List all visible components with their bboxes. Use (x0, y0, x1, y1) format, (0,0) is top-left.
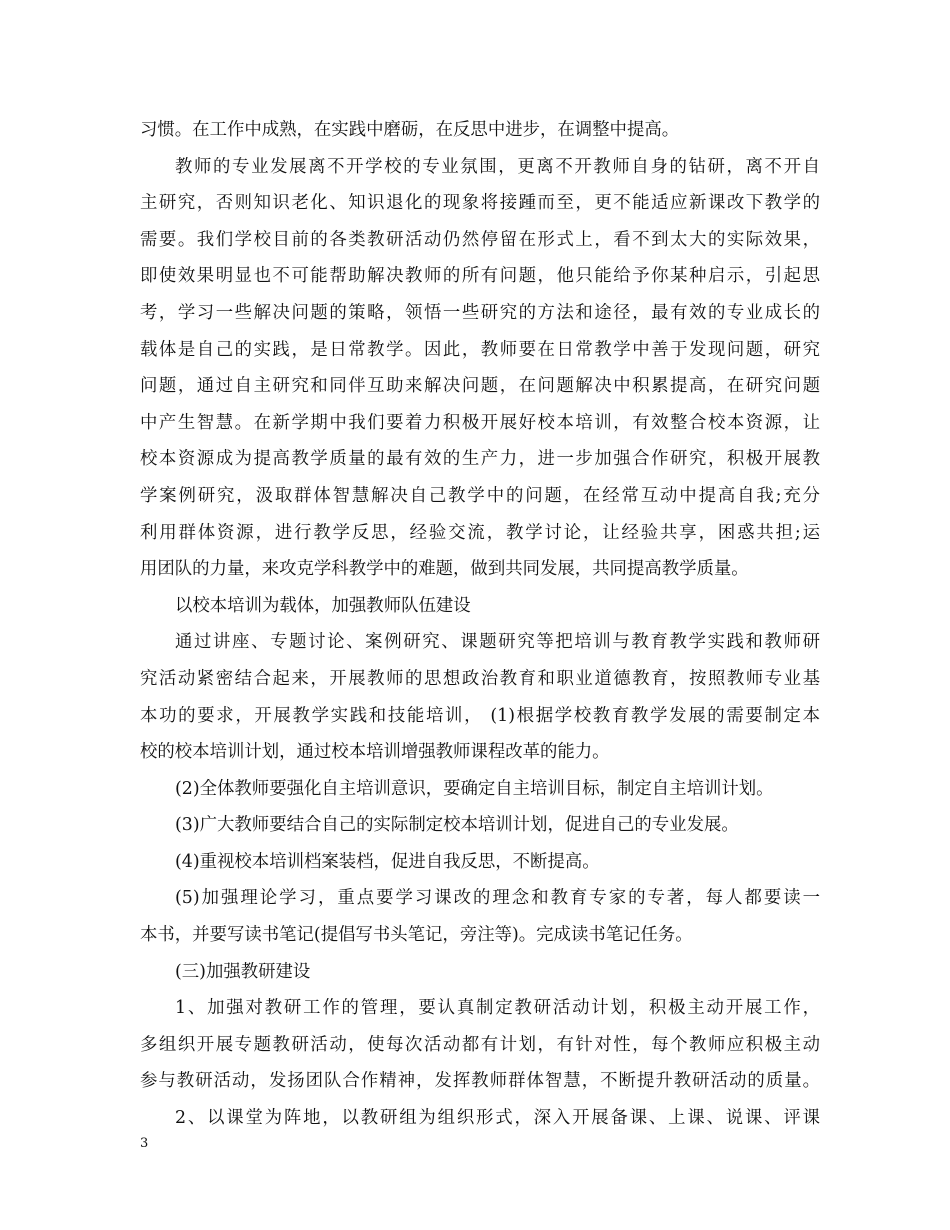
text-line: 究活动紧密结合起来，开展教师的思想政治教育和职业道德教育，按照教师专业基 (140, 668, 820, 689)
text-line: 即使效果明显也不可能帮助解决教师的所有问题，他只能给予你某种启示，引起思 (140, 266, 820, 287)
text-line: 本书，并要写读书笔记(提倡写书头笔记，旁注等)。完成读书笔记任务。 (140, 925, 693, 946)
text-line: 用团队的力量，来攻克学科教学中的难题，做到共同发展，共同提高教学质量。 (140, 559, 749, 580)
text-line: 问题，通过自主研究和同伴互助来解决问题，在问题解决中积累提高，在研究问题 (140, 376, 820, 397)
text-line: 本功的要求，开展教学实践和技能培训， (1)根据学校教育教学发展的需要制定本 (140, 705, 820, 726)
text-line: 参与教研活动，发扬团队合作精神，发挥教师群体智慧，不断提升教研活动的质量。 (140, 1071, 820, 1092)
text-line: 校本资源成为提高教学质量的最有效的生产力，进一步加强合作研究，积极开展教 (140, 449, 820, 470)
text-line: 考，学习一些解决问题的策略，领悟一些研究的方法和途径，最有效的专业成长的 (140, 302, 820, 323)
body-text (140, 112, 820, 1137)
text-line: 利用群体资源，进行教学反思，经验交流，教学讨论，让经验共享，困惑共担;运 (140, 522, 820, 543)
text-line: 校的校本培训计划，通过校本培训增强教师课程改革的能力。 (140, 742, 610, 763)
text-line: (4)重视校本培训档案装档，促进自我反思，不断提高。 (175, 851, 600, 872)
text-line: (3)广大教师要结合自己的实际制定校本培训计划，促进自己的专业发展。 (175, 815, 739, 836)
text-line: 2、以课堂为阵地，以教研组为组织形式，深入开展备课、上课、说课、评课 (175, 1108, 820, 1129)
text-line: 需要。我们学校目前的各类教研活动仍然停留在形式上，看不到太大的实际效果， (140, 229, 820, 250)
text-line: 通过讲座、专题讨论、案例研究、课题研究等把培训与教育教学实践和教师研 (175, 632, 820, 653)
text-line: 载体是自己的实践，是日常教学。因此，教师要在日常教学中善于发现问题，研究 (140, 339, 820, 360)
text-line: 主研究，否则知识老化、知识退化的现象将接踵而至，更不能适应新课改下教学的 (140, 193, 820, 214)
text-line: 1、加强对教研工作的管理，要认真制定教研活动计划，积极主动开展工作， (175, 998, 820, 1019)
text-line: 教师的专业发展离不开学校的专业氛围，更离不开教师自身的钻研，离不开自 (175, 156, 820, 177)
text-line: (三)加强教研建设 (175, 961, 311, 982)
page-number: 3 (140, 1136, 149, 1151)
text-line: 学案例研究，汲取群体智慧解决自己教学中的问题，在经常互动中提高自我;充分 (140, 485, 820, 506)
text-line: (2)全体教师要强化自主培训意识，要确定自主培训目标，制定自主培训计划。 (175, 778, 774, 799)
text-line: 以校本培训为载体，加强教师队伍建设 (175, 595, 471, 616)
text-line: 多组织开展专题教研活动，使每次活动都有计划，有针对性，每个教师应积极主动 (140, 1034, 820, 1055)
text-line: 中产生智慧。在新学期中我们要着力积极开展好校本培训，有效整合校本资源，让 (140, 412, 820, 433)
text-line: 习惯。在工作中成熟，在实践中磨砺，在反思中进步，在调整中提高。 (140, 120, 680, 140)
text-line: (5)加强理论学习，重点要学习课改的理念和教育专家的专著，每人都要读一 (175, 888, 820, 909)
